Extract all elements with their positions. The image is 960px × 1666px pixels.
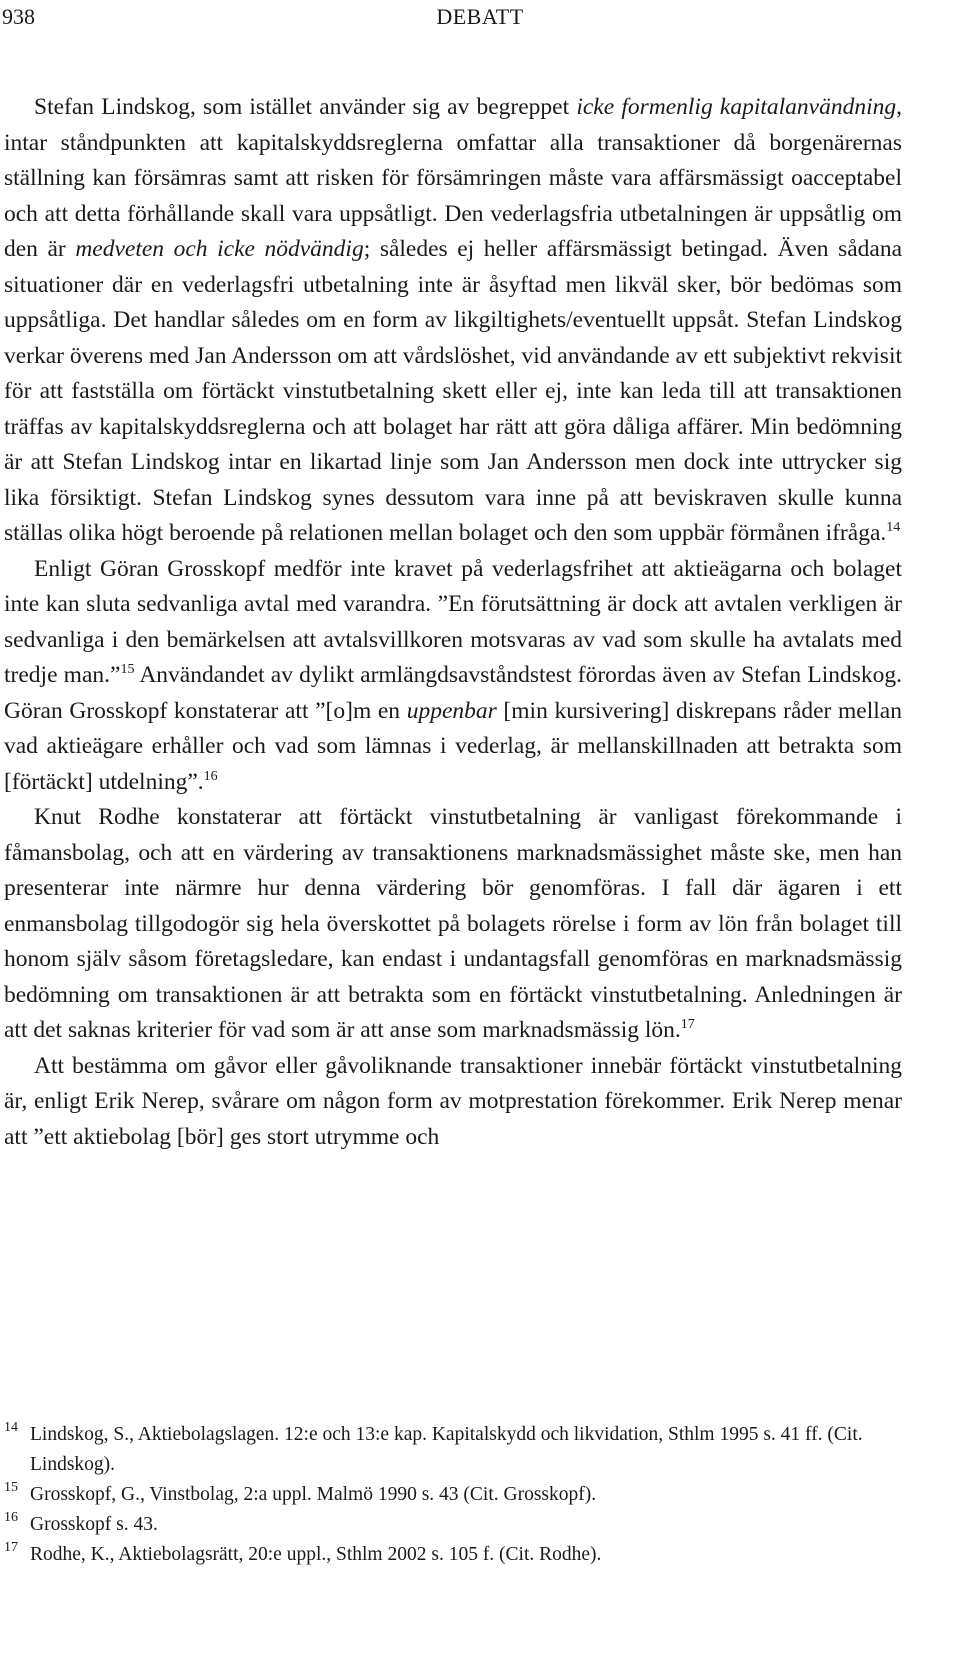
footnote-text: Lindskog, S., Aktiebolagslagen. 12:e och 13:e kap. Kapitalskydd och likvidation, Sthlm 1995 s. 41 ff. (Cit. Lindskog). bbox=[30, 1424, 863, 1475]
footnote-number: 16 bbox=[4, 1510, 18, 1525]
footnote-text: Grosskopf, G., Vinstbolag, 2:a uppl. Malmö 1990 s. 43 (Cit. Grosskopf). bbox=[30, 1484, 597, 1505]
footnote-number: 14 bbox=[4, 1420, 18, 1435]
footnote-ref[interactable]: 14 bbox=[886, 520, 901, 535]
italic-phrase: medveten och icke nödvändig bbox=[75, 236, 364, 262]
footnote-ref[interactable]: 16 bbox=[203, 768, 218, 784]
paragraph-2: Enligt Göran Grosskopf medför inte kravet på vederlagsfrihet att aktieägarna och bolaget inte kan sluta sedvanliga avtal med varandra. ”En förutsättning är dock att avtalen verkligen är sedvanliga i den bemärkelsen att avtalsvillkoren motsvaras av vad som skulle ha avtalats med tredje man.”$^{15}$ Användandet av dylikt armlängdsavståndstest förordas även av Stefan Lindskog. Göran Grosskopf konstaterar att ”[o]m en uppenbar [min kursivering] diskrepans råder mellan vad aktieägare erhåller och vad som lämnas i vederlag, är mellanskillnaden att betrakta som [förtäckt] utdelning”.$^{16}$ bbox=[4, 555, 902, 795]
footnotes bbox=[4, 1420, 902, 1570]
footnote-number: 15 bbox=[4, 1480, 18, 1495]
italic-phrase: icke formenlig kapitalanvändning bbox=[576, 94, 897, 120]
footnote-ref[interactable]: 17 bbox=[680, 1017, 695, 1032]
paragraph-3: Knut Rodhe konstaterar att förtäckt vinstutbetalning är vanligast förekommande i fåmansbolag, och att en värdering av transaktionens marknadsmässighet måste ske, men han presenterar inte närmre hur denna värdering bör genomföras. I fall där ägaren i ett enmansbolag tillgodogör sig hela överskottet på bolagets rörelse i form av lön från bolaget till honom själv såsom företagsledare, kan endast i undantagsfall genomföras en marknadsmässig bedömning om transaktionen är att betrakta som en förtäckt vinstutbetalning. Anledningen är att det saknas kriterier för vad som är att anse som marknadsmässig lön.$^{17}$ bbox=[4, 804, 902, 1043]
footnote-17 bbox=[4, 1540, 902, 1570]
paragraph-4: Att bestämma om gåvor eller gåvoliknande transaktioner innebär förtäckt vinstutbetalning är, enligt Erik Nerep, svårare om någon form av motprestation förekommer. Erik Nerep menar att ”ett aktiebolag [bör] ges stort utrymme och bbox=[4, 1052, 902, 1150]
footnote-15 bbox=[4, 1480, 902, 1510]
body-text bbox=[4, 90, 902, 1155]
footnote-ref[interactable]: 15 bbox=[120, 662, 135, 677]
italic-phrase: uppenbar bbox=[406, 697, 497, 724]
page-header bbox=[0, 2, 960, 32]
footnote-14 bbox=[4, 1420, 902, 1480]
footnote-number: 17 bbox=[4, 1540, 18, 1555]
running-head: DEBATT bbox=[436, 4, 524, 29]
page-number: 938 bbox=[2, 4, 35, 29]
footnote-16 bbox=[4, 1510, 902, 1540]
footnote-text: Grosskopf s. 43. bbox=[30, 1514, 158, 1535]
paragraph-1: Stefan Lindskog, som istället använder sig av begreppet icke formenlig kapitalanvändning, intar ståndpunkten att kapitalskyddsreglerna omfattar alla transaktioner då borgenärernas ställning kan försämras samt att risken för försämringen måste vara affärsmässigt oacceptabel och att detta förhållande skall vara uppsåtligt. Den vederlagsfria utbetalningen är uppsåtlig om den är medveten och icke nödvändig; således ej heller affärsmässigt betingad. Även sådana situationer där en vederlagsfri utbetalning inte är åsyftad men likväl sker, bör bedömas som uppsåtliga. Det handlar således om en form av likgiltighets/eventuellt uppsåt. Stefan Lindskog verkar överens med Jan Andersson om att vårdslöshet, vid användande av ett subjektivt rekvisit för att fastställa om förtäckt vinstutbetalning skett eller ej, inte kan leda till att transaktionen träffas av kapitalskyddsreglerna och att bolaget har rätt att göra dåliga affärer. Min bedömning är att Stefan Lindskog intar en likartad linje som Jan Andersson men dock inte uttrycker sig lika försiktigt. Stefan Lindskog synes dessutom vara inne på att beviskraven skulle kunna ställas olika högt beroende på relationen mellan bolaget och den som uppbär förmånen ifråga.$^{14}$ bbox=[4, 94, 903, 546]
footnote-text: Rodhe, K., Aktiebolagsrätt, 20:e uppl., Sthlm 2002 s. 105 f. (Cit. Rodhe). bbox=[30, 1544, 602, 1565]
